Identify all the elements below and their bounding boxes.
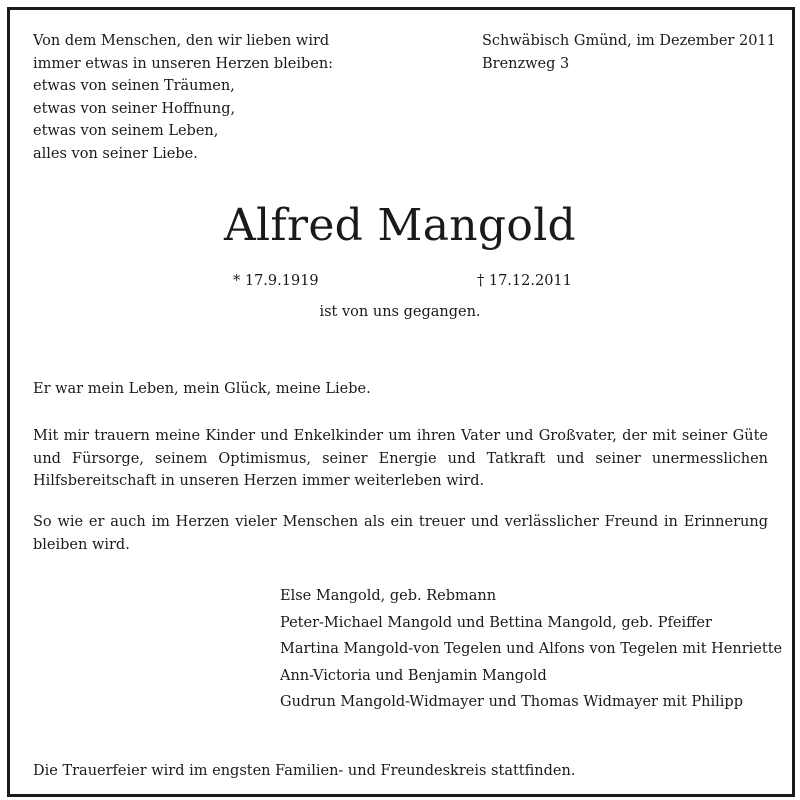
poem-line: etwas von seinem Leben,: [33, 123, 219, 139]
mourner-entry: Martina Mangold-von Tegelen und Alfons von Tegelen mit Henriette: [280, 641, 783, 657]
funeral-note: Die Trauerfeier wird im engsten Familien- und Freundeskreis stattfinden.: [33, 763, 576, 779]
passed-away-text: ist von uns gegangen.: [319, 304, 481, 320]
mourner-entry: Gudrun Mangold-Widmayer und Thomas Widmayer mit Philipp: [280, 694, 743, 710]
mourners-list: [280, 585, 782, 718]
city-date: Schwäbisch Gmünd, im Dezember 2011: [482, 33, 776, 49]
memorial-poem: [33, 30, 333, 165]
paragraph-family: Mit mir trauern meine Kinder und Enkelkinder um ihren Vater und Großvater, der mit seiner Güte und Fürsorge, seinem Optimismus, seiner Energie und Tatkraft und seiner unermesslichen Hilfsbereitschaft in unseren Herzen immer weiterleben wird.: [33, 428, 768, 489]
street-address: Brenzweg 3: [482, 55, 570, 72]
birth-date: * 17.9.1919: [233, 273, 319, 289]
poem-line: Von dem Menschen, den wir lieben wird: [33, 33, 330, 49]
death-date: † 17.12.2011: [477, 273, 572, 289]
paragraph-friends: So wie er auch im Herzen vieler Menschen als ein treuer und verlässlicher Freund in Erinnerung bleiben wird.: [33, 514, 768, 553]
mourner-entry: Ann-Victoria und Benjamin Mangold: [280, 667, 547, 684]
poem-line: etwas von seiner Hoffnung,: [33, 100, 236, 117]
mourner-entry: Peter-Michael Mangold und Bettina Mangold, geb. Pfeiffer: [280, 614, 712, 631]
mourner-entry: Else Mangold, geb. Rebmann: [280, 588, 497, 604]
poem-line: immer etwas in unseren Herzen bleiben:: [33, 55, 334, 72]
paragraph-love: Er war mein Leben, mein Glück, meine Liebe.: [33, 381, 371, 397]
poem-line: etwas von seinen Träumen,: [33, 78, 235, 94]
place-date-block: [482, 30, 776, 75]
deceased-name: Alfred Mangold: [223, 200, 577, 251]
poem-line: alles von seiner Liebe.: [33, 145, 198, 162]
